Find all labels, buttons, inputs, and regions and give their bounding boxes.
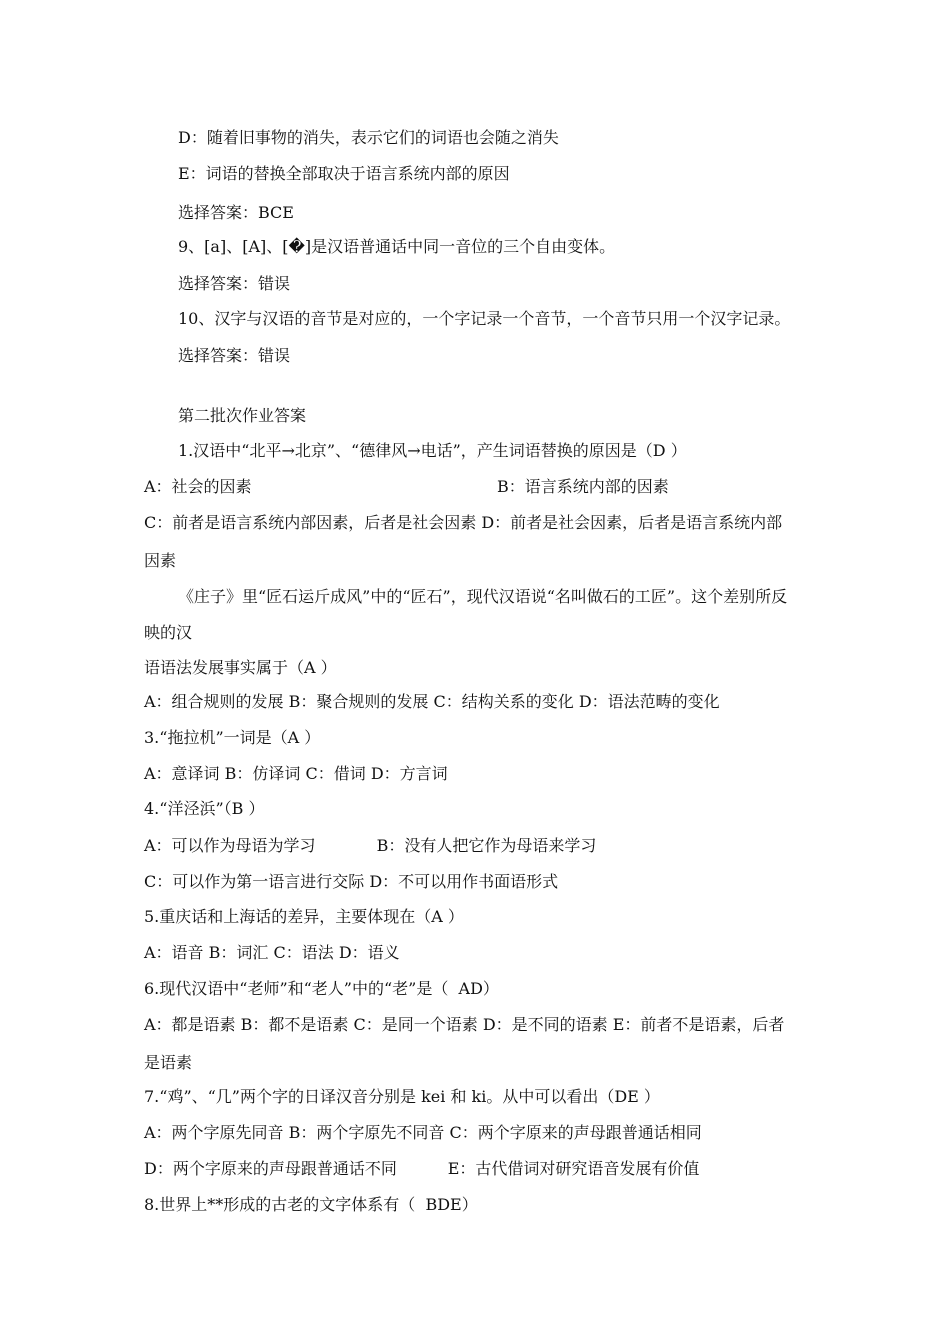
- wrapped-text: 因素: [144, 551, 177, 570]
- option-e-text: E：词语的替换全部取决于语言系统内部的原因: [178, 164, 510, 183]
- section-heading: 第二批次作业答案: [178, 406, 307, 425]
- question-6: 6.现代汉语中“老师”和“老人”中的“老”是（ AD）: [144, 979, 499, 998]
- answer-line: 选择答案：错误: [178, 274, 291, 293]
- question-10: 10、汉字与汉语的音节是对应的，一个字记录一个音节，一个音节只用一个汉字记录。: [178, 309, 791, 328]
- answer-line: 选择答案：错误: [178, 346, 291, 365]
- options-text: A：语音 B：词汇 C：语法 D：语义: [144, 943, 400, 962]
- wrapped-text: 是语素: [144, 1053, 193, 1072]
- options-cd-text: C：可以作为第一语言进行交际 D：不可以用作书面语形式: [144, 872, 559, 891]
- options-text: A：组合规则的发展 B：聚合规则的发展 C：结构关系的变化 D：语法范畴的变化: [144, 692, 720, 711]
- options-abc-text: A：两个字原先同音 B：两个字原先不同音 C：两个字原来的声母跟普通话相同: [144, 1123, 702, 1142]
- options-de-text: D：两个字原来的声母跟普通话不同 E：古代借词对研究语音发展有价值: [144, 1159, 700, 1178]
- option-d-text: D：随着旧事物的消失，表示它们的词语也会随之消失: [178, 128, 559, 147]
- options-text: A：都是语素 B：都不是语素 C：是同一个语素 D：是不同的语素 E：前者不是语素，后者: [144, 1015, 785, 1034]
- options-cd-text: C：前者是语言系统内部因素，后者是社会因素 D：前者是社会因素，后者是语言系统内部: [144, 513, 783, 532]
- question-8: 8.世界上**形成的古老的文字体系有（ BDE）: [144, 1195, 478, 1214]
- question-9: 9、[a]、[A]、[�]是汉语普通话中同一音位的三个自由变体。: [178, 237, 616, 256]
- question-3: 3.“拖拉机”一词是（A ）: [144, 728, 321, 747]
- answer-line: 选择答案：BCE: [178, 203, 294, 222]
- question-2: 《庄子》里“匠石运斤成风”中的“匠石”，现代汉语说“名叫做石的工匠”。这个差别所反: [178, 587, 788, 606]
- wrapped-text: 映的汉: [144, 623, 193, 642]
- question-2-cont: 语语法发展事实属于（A ）: [144, 658, 337, 677]
- question-5: 5.重庆话和上海话的差异，主要体现在（A ）: [144, 907, 464, 926]
- option-a-text: A：社会的因素: [144, 477, 252, 496]
- question-4: 4.“洋泾浜”（B ）: [144, 799, 265, 818]
- options-ab-text: A：可以作为母语为学习 B：没有人把它作为母语来学习: [144, 836, 597, 855]
- question-7: 7.“鸡”、“几”两个字的日译汉音分别是 kei 和 ki。从中可以看出（DE ）: [144, 1087, 660, 1106]
- option-b-text: B：语言系统内部的因素: [497, 477, 669, 496]
- question-1: 1.汉语中“北平→北京”、“德律风→电话”，产生词语替换的原因是（D ）: [178, 441, 687, 460]
- options-text: A：意译词 B：仿译词 C：借词 D：方言词: [144, 764, 448, 783]
